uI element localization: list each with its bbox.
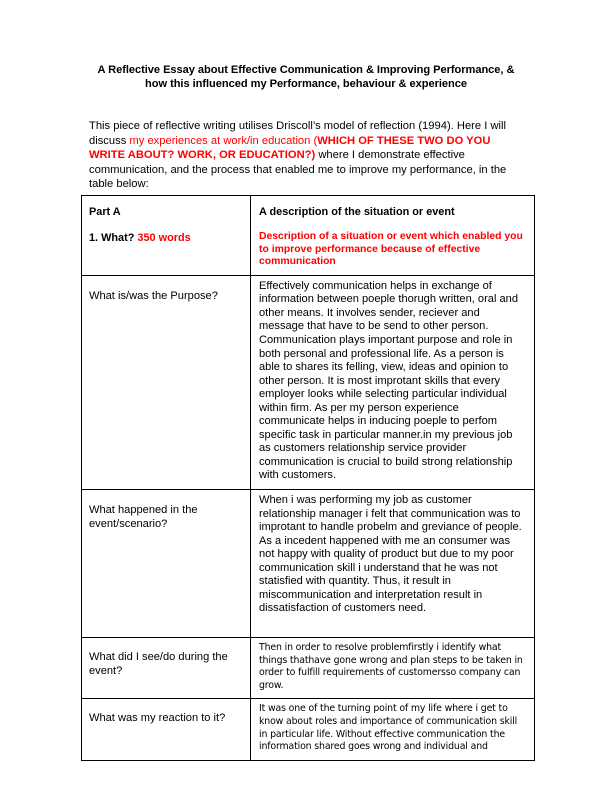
answer-text: It was one of the turning point of my life where i get to know about roles and importance of communication skill in particular life. Without effective communication the information shared goes wrong and individual and <box>259 703 518 753</box>
question-text: What did I see/do during the event? <box>89 650 228 677</box>
part-a-label: Part A <box>89 206 121 218</box>
intro-text-red-bold: WHICH OF THESE TWO DO YOU WRITE ABOUT? WORK, OR EDUCATION?) <box>89 134 491 162</box>
intro-text-part4: where I demonstrate effective communication, and the process that enabled me to improve my performance, in the table below: <box>89 149 507 191</box>
header-label-cell <box>82 196 251 275</box>
answer-cell-reaction <box>251 699 534 759</box>
answer-text: When i was performing my job as customer relationship manager i felt that communication was to improtant to handle probelm and greviance of people. As a incedent happened with me an consumer was not happy with quality of product but due to my poor communication skill i understand that he was not statisfied with quantity. Thus, it result in miscommunication and interpretation result in dissatisfaction of customers need. <box>259 493 522 615</box>
answer-cell-see-do <box>251 638 534 698</box>
answer-cell-purpose <box>251 276 534 489</box>
table-row <box>82 638 534 699</box>
question-text: What happened in the event/scenario? <box>89 503 198 530</box>
question-text: What was my reaction to it? <box>89 712 226 725</box>
description-column-title: A description of the situation or event <box>259 206 455 218</box>
question-text: What is/was the Purpose? <box>89 289 218 302</box>
answer-text: Then in order to resolve problemfirstly i identify what things thathave gone wrong and plan steps to be taken in order to fulfill requirements of customersso company can grow. <box>259 641 523 691</box>
intro-paragraph <box>89 119 527 192</box>
intro-text-part1: This piece of reflective writing utilises Driscoll’s model of reflection (1994). Here I will discuss <box>89 120 506 147</box>
table-row <box>82 699 534 760</box>
header-description-cell <box>251 196 534 275</box>
question-label-event <box>82 490 251 637</box>
description-instruction-text: Description of a situation or event which enabled you to improve performance because of effective communication <box>259 231 523 268</box>
question-label-see-do <box>82 638 251 698</box>
answer-cell-event <box>251 490 534 637</box>
intro-text-red: my experiences at work/in education ( <box>129 134 318 147</box>
table-row <box>82 276 534 490</box>
reflection-table <box>81 195 535 761</box>
question-label-purpose <box>82 276 251 489</box>
answer-text: Effectively communication helps in exchange of information between poeple thorugh written, oral and other means. It involves sender, reciever and message that have to be send to other person. Communication plays important purpose and role in both personal and professional life. As a person is able to shares its felling, view, ideas and opinion to other person. It is most improtant skills that every employer looks while selecting particular individual within firm. As per my person experience communicate helps in inducing poeple to perfom specific task in particular manner.in my previous job as customers relationship service provider communication is crucial to build strong relationship with customers. <box>259 279 519 482</box>
question-label-reaction <box>82 699 251 759</box>
table-row <box>82 490 534 638</box>
what-word-count-label <box>89 231 243 245</box>
table-header-row <box>82 196 534 276</box>
what-question-label: 1. What? <box>89 232 138 244</box>
page-title: A Reflective Essay about Effective Communication & Improving Performance, & how this influenced my Performance, behaviour & experience <box>97 64 515 91</box>
word-count-badge: 350 words <box>137 232 191 244</box>
